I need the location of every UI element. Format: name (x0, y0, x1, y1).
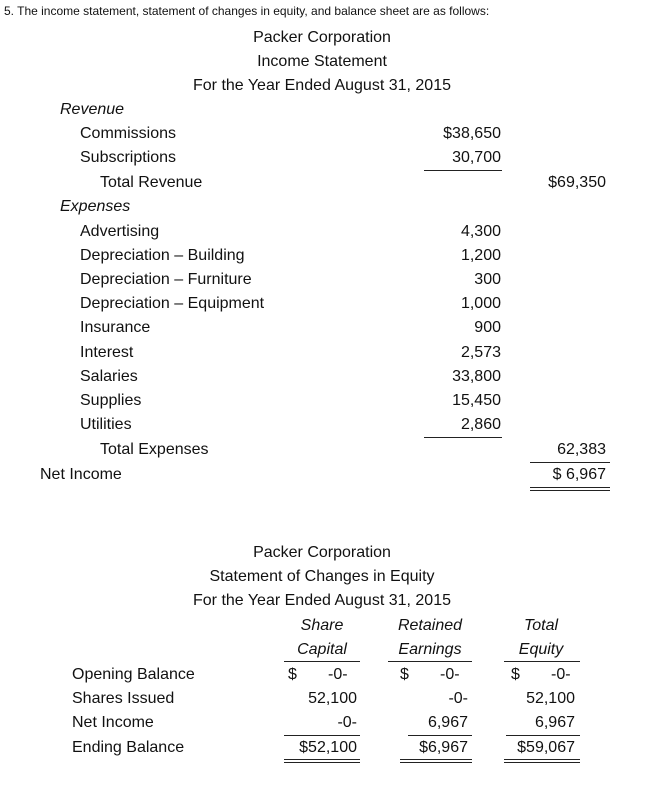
equity-row-label: Shares Issued (72, 690, 175, 707)
equity-cell: 52,100 (308, 690, 357, 707)
revenue-underline (424, 170, 502, 171)
expense-amount: 15,450 (452, 392, 501, 409)
net-income-amount: $ 6,967 (552, 466, 606, 483)
header-underline (504, 661, 580, 662)
expense-amount: 33,800 (452, 368, 501, 385)
revenue-heading: Revenue (60, 101, 125, 118)
equity-cell: $ -0- (511, 666, 571, 683)
total-expenses-label: Total Expenses (100, 441, 209, 458)
equity-cell: $ -0- (400, 666, 460, 683)
equity-cell: $6,967 (419, 739, 468, 756)
equity-row-label: Net Income (72, 714, 154, 731)
equity-period: For the Year Ended August 31, 2015 (193, 592, 451, 609)
header-retained: Retained (397, 617, 463, 634)
revenue-amount-commissions: $38,650 (443, 125, 501, 142)
expense-label: Depreciation – Furniture (80, 271, 252, 288)
expense-amount: 300 (474, 271, 501, 288)
total-expenses-underline (530, 462, 610, 463)
expense-amount: 2,860 (460, 416, 501, 433)
header-capital: Capital (297, 641, 347, 658)
total-revenue-label: Total Revenue (100, 174, 203, 191)
intro-text: 5. The income statement, statement of changes in equity, and balance sheet are as follows: (4, 4, 490, 18)
ending-balance-double-underline (504, 759, 580, 763)
net-income-label: Net Income (40, 466, 122, 483)
expense-amount: 1,000 (460, 295, 501, 312)
income-period: For the Year Ended August 31, 2015 (193, 77, 451, 94)
expenses-underline (424, 437, 502, 438)
total-revenue-amount: $69,350 (548, 174, 606, 191)
revenue-amount-subscriptions: 30,700 (452, 149, 501, 166)
expense-label: Advertising (80, 223, 160, 240)
header-earnings: Earnings (398, 641, 462, 658)
equity-row-label: Ending Balance (72, 739, 185, 756)
header-share: Share (300, 617, 344, 634)
income-company: Packer Corporation (253, 29, 391, 46)
net-income-row-underline (284, 735, 360, 736)
equity-cell: -0- (448, 690, 468, 707)
equity-cell: $52,100 (299, 739, 357, 756)
equity-cell: 6,967 (427, 714, 468, 731)
expense-label: Depreciation – Building (80, 247, 245, 264)
header-underline (284, 661, 360, 662)
expense-label: Salaries (80, 368, 138, 385)
equity-row-label: Opening Balance (72, 666, 195, 683)
expense-amount: 2,573 (460, 344, 501, 361)
expense-label: Interest (80, 344, 134, 361)
equity-cell: $ -0- (288, 666, 348, 683)
ending-balance-double-underline (284, 759, 360, 763)
expense-amount: 4,300 (460, 223, 501, 240)
revenue-label-commissions: Commissions (80, 125, 177, 142)
total-expenses-amount: 62,383 (557, 441, 606, 458)
equity-cell: 6,967 (534, 714, 575, 731)
equity-cell: -0- (337, 714, 357, 731)
expenses-heading: Expenses (60, 198, 131, 215)
equity-cell: $59,067 (517, 739, 575, 756)
equity-title: Statement of Changes in Equity (209, 568, 435, 585)
expense-amount: 1,200 (460, 247, 501, 264)
header-underline (388, 661, 472, 662)
net-income-double-underline (530, 487, 610, 491)
expense-label: Supplies (80, 392, 142, 409)
header-equity: Equity (518, 641, 564, 658)
header-total: Total (523, 617, 559, 634)
equity-cell: 52,100 (526, 690, 575, 707)
expense-label: Insurance (80, 319, 151, 336)
expense-label: Utilities (80, 416, 132, 433)
expense-amount: 900 (474, 319, 501, 336)
equity-company: Packer Corporation (253, 544, 391, 561)
net-income-row-underline (506, 735, 580, 736)
expense-label: Depreciation – Equipment (80, 295, 265, 312)
income-title: Income Statement (257, 53, 387, 70)
net-income-row-underline (408, 735, 472, 736)
revenue-label-subscriptions: Subscriptions (80, 149, 177, 166)
ending-balance-double-underline (400, 759, 472, 763)
